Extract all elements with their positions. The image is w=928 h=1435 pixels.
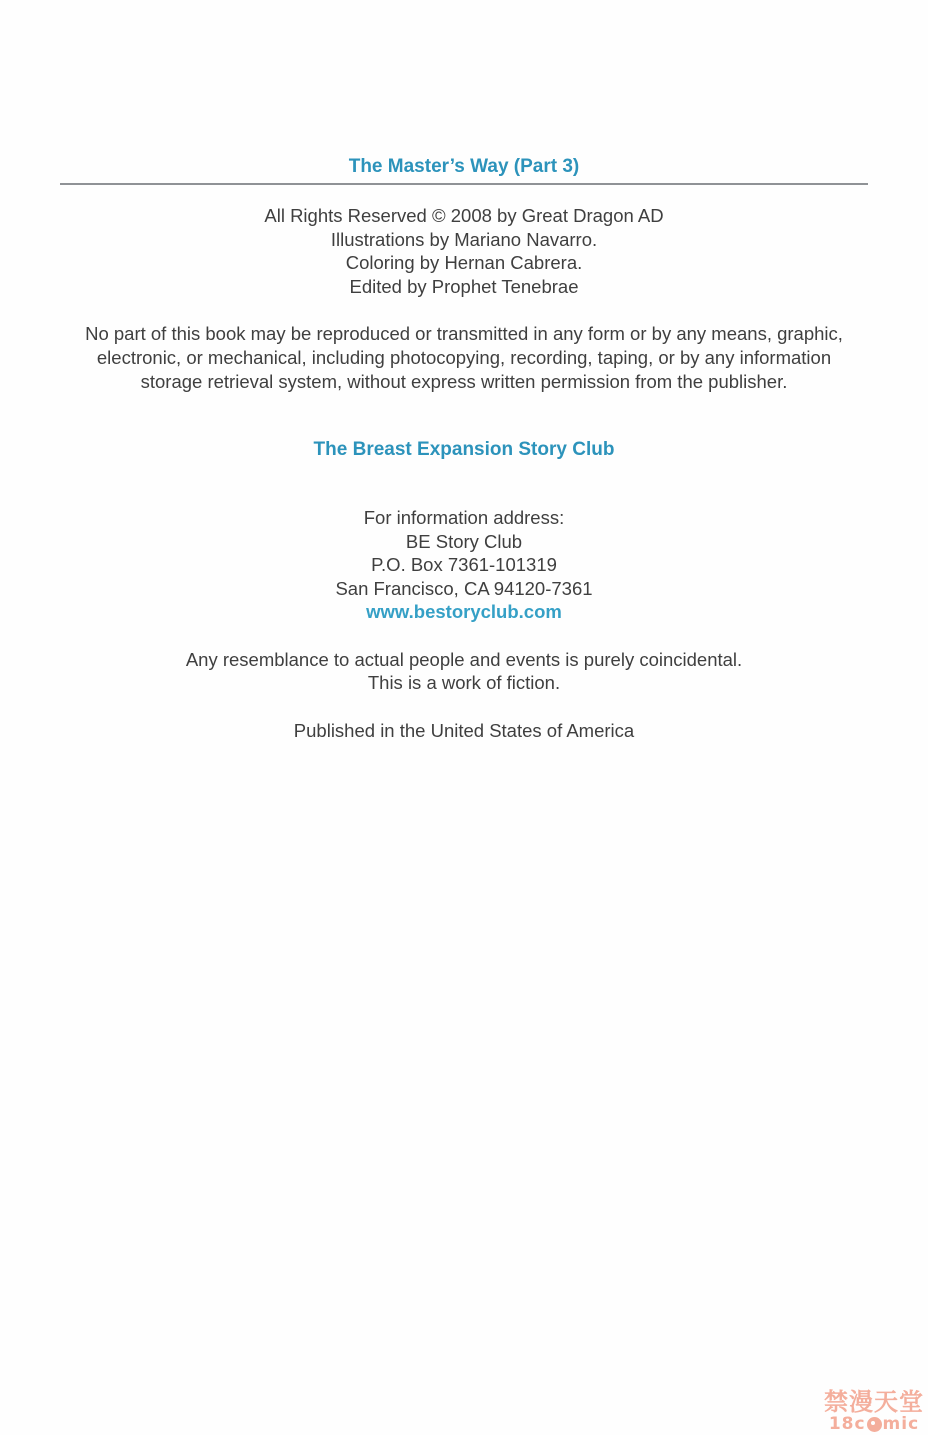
credits-line: Coloring by Hernan Cabrera. — [345, 252, 583, 273]
disclaimer-line: This is a work of fiction. — [367, 672, 561, 693]
rights-notice — [59, 322, 869, 394]
watermark-latin-right: mic — [882, 1414, 920, 1434]
website-link: www.bestoryclub.com — [366, 601, 562, 622]
rights-notice-line: electronic, or mechanical, including photocopying, recording, taping, or by any information — [96, 347, 832, 368]
credits-line: Edited by Prophet Tenebrae — [349, 275, 579, 297]
mascot-icon — [867, 1417, 882, 1432]
rights-notice-line: storage retrieval system, without express written permission from the publisher. — [140, 371, 788, 392]
rights-notice-line: No part of this book may be reproduced or transmitted in any form or by any means, graphic, — [85, 323, 843, 344]
published-line: Published in the United States of America — [293, 719, 635, 741]
address-line: P.O. Box 7361-101319 — [371, 554, 557, 575]
credits-line: Illustrations by Mariano Navarro. — [330, 228, 598, 250]
watermark-latin-left: 18c — [828, 1414, 866, 1434]
watermark-cjk-text: 禁漫天堂 — [824, 1388, 924, 1416]
address-block — [0, 506, 928, 624]
credits-block — [0, 204, 928, 298]
club-name: The Breast Expansion Story Club — [313, 439, 615, 460]
disclaimer-line: Any resemblance to actual people and events is purely coincidental. — [185, 648, 743, 670]
watermark-latin-text — [824, 1416, 924, 1433]
address-line: San Francisco, CA 94120-7361 — [335, 577, 593, 599]
title-divider — [60, 183, 868, 185]
address-line: BE Story Club — [405, 530, 523, 552]
disclaimer-block — [0, 648, 928, 695]
credits-line: All Rights Reserved © 2008 by Great Dragon AD — [264, 205, 664, 226]
address-line: For information address: — [363, 507, 565, 528]
watermark — [824, 1390, 924, 1433]
book-title: The Master’s Way (Part 3) — [348, 156, 580, 177]
